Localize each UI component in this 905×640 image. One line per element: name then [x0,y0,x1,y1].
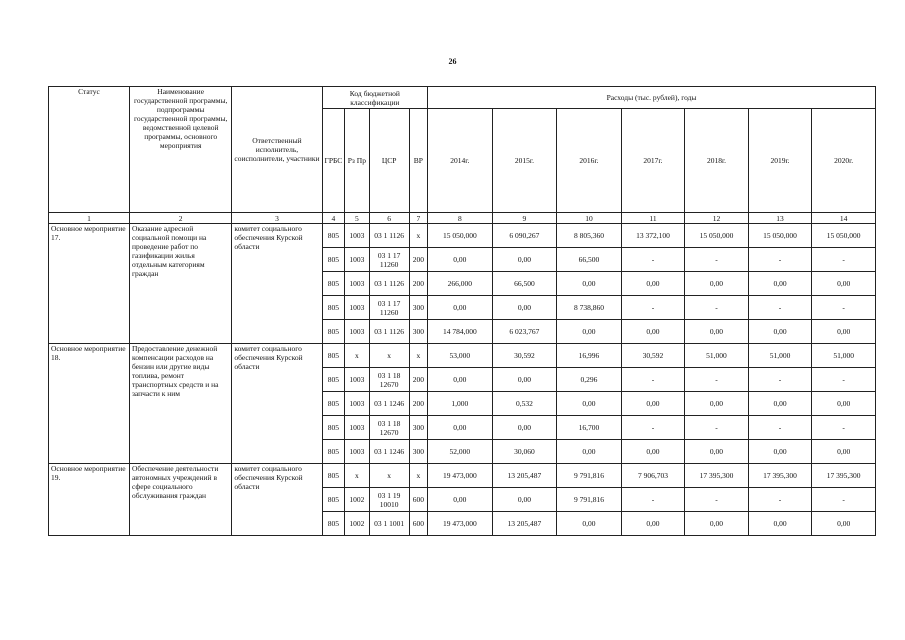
cell-csr: 03 1 17 11260 [369,248,409,272]
cell-vr: 300 [409,296,427,320]
cell-value: 30,592 [492,344,557,368]
cell-csr: 03 1 17 11260 [369,296,409,320]
cell-vr: 300 [409,440,427,464]
column-number: 5 [345,213,370,224]
column-number: 14 [812,213,876,224]
cell-value: 0,00 [621,272,685,296]
cell-value: 0,00 [492,248,557,272]
table-row [49,344,876,368]
cell-value: 0,00 [428,296,493,320]
cell-value: 0,00 [492,368,557,392]
cell-vr: 200 [409,272,427,296]
cell-value: 0,00 [748,512,812,536]
column-number-row [49,213,876,224]
cell-grbs: 805 [322,488,345,512]
cell-value: 0,00 [428,368,493,392]
cell-value: 0,00 [621,392,685,416]
column-number: 1 [49,213,130,224]
cell-value: 66,500 [492,272,557,296]
column-number: 8 [428,213,493,224]
cell-csr: 03 1 1246 [369,440,409,464]
cell-value: 15 050,000 [748,224,812,248]
cell-grbs: 805 [322,416,345,440]
cell-vr: 200 [409,392,427,416]
cell-value: 51,000 [685,344,749,368]
cell-csr: 03 1 1001 [369,512,409,536]
cell-grbs: 805 [322,464,345,488]
cell-vr: 300 [409,416,427,440]
column-number: 2 [129,213,231,224]
cell-vr: x [409,224,427,248]
header-vr: ВР [409,109,427,213]
cell-value: 0,00 [685,320,749,344]
cell-value: 0,00 [428,488,493,512]
cell-csr: x [369,344,409,368]
table-row [49,224,876,248]
cell-value: 0,00 [685,440,749,464]
cell-vr: x [409,344,427,368]
cell-value: 0,00 [812,440,876,464]
column-number: 9 [492,213,557,224]
cell-value: 13 372,100 [621,224,685,248]
cell-grbs: 805 [322,272,345,296]
cell-value: - [748,416,812,440]
row-executor: комитет социального обеспечения Курской области [232,464,322,536]
header-expenses: Расходы (тыс. рублей), годы [428,87,876,109]
cell-rzpr: 1003 [345,224,370,248]
cell-value: - [685,368,749,392]
cell-grbs: 805 [322,344,345,368]
header-name: Наименование государственной программы, подпрограммы государственной программы, ведомственной целевой программы, основного мероприятия [129,87,231,213]
cell-value: 17 395,300 [748,464,812,488]
column-number: 10 [557,213,622,224]
cell-vr: 200 [409,248,427,272]
header-year: 2015г. [492,109,557,213]
column-number: 6 [369,213,409,224]
header-grbs: ГРБС [322,109,345,213]
cell-vr: 600 [409,488,427,512]
cell-value: 15 050,000 [812,224,876,248]
cell-value: - [812,416,876,440]
cell-value: - [812,296,876,320]
cell-value: - [812,488,876,512]
cell-vr: 300 [409,320,427,344]
cell-csr: 03 1 18 12670 [369,416,409,440]
cell-value: - [748,368,812,392]
cell-value: 0,00 [748,320,812,344]
cell-rzpr: x [345,464,370,488]
cell-rzpr: 1003 [345,320,370,344]
cell-value: 8 805,360 [557,224,622,248]
cell-value: 0,00 [621,440,685,464]
cell-value: 0,00 [685,272,749,296]
cell-vr: 200 [409,368,427,392]
cell-value: 0,00 [685,512,749,536]
cell-value: - [748,296,812,320]
cell-csr: 03 1 1126 [369,272,409,296]
cell-value: 17 395,300 [685,464,749,488]
cell-rzpr: 1003 [345,296,370,320]
cell-grbs: 805 [322,296,345,320]
cell-value: 0,00 [428,416,493,440]
cell-value: 52,000 [428,440,493,464]
cell-grbs: 805 [322,512,345,536]
column-number: 12 [685,213,749,224]
cell-value: 9 791,816 [557,464,622,488]
cell-rzpr: 1003 [345,272,370,296]
cell-value: 0,532 [492,392,557,416]
cell-value: 0,00 [812,512,876,536]
cell-value: 0,296 [557,368,622,392]
column-number: 11 [621,213,685,224]
cell-value: 1,000 [428,392,493,416]
header-budget-code: Код бюджетной классификации [322,87,428,109]
cell-value: 0,00 [812,392,876,416]
cell-value: 15 050,000 [685,224,749,248]
cell-value: 13 205,487 [492,512,557,536]
cell-csr: 03 1 1246 [369,392,409,416]
cell-value: 0,00 [428,248,493,272]
cell-value: - [685,416,749,440]
cell-csr: 03 1 18 12670 [369,368,409,392]
cell-value: - [685,488,749,512]
row-executor: комитет социального обеспечения Курской области [232,224,322,344]
cell-value: 13 205,487 [492,464,557,488]
header-csr: ЦСР [369,109,409,213]
cell-grbs: 805 [322,320,345,344]
cell-value: 0,00 [621,320,685,344]
cell-value: - [621,488,685,512]
row-status: Основное мероприятие 19. [49,464,130,536]
cell-value: - [621,416,685,440]
cell-value: 16,700 [557,416,622,440]
header-rzpr: Рз Пр [345,109,370,213]
cell-value: 30,060 [492,440,557,464]
row-executor: комитет социального обеспечения Курской области [232,344,322,464]
cell-value: - [812,368,876,392]
cell-rzpr: 1003 [345,248,370,272]
cell-grbs: 805 [322,248,345,272]
cell-value: 0,00 [492,488,557,512]
row-status: Основное мероприятие 18. [49,344,130,464]
budget-table [48,86,876,536]
cell-rzpr: 1003 [345,440,370,464]
column-number: 7 [409,213,427,224]
header-year: 2017г. [621,109,685,213]
cell-vr: 600 [409,512,427,536]
cell-rzpr: 1002 [345,488,370,512]
cell-value: 0,00 [748,392,812,416]
cell-value: 0,00 [748,272,812,296]
cell-value: - [812,248,876,272]
column-number: 4 [322,213,345,224]
budget-table-body [49,224,876,536]
cell-value: - [621,296,685,320]
cell-value: 16,996 [557,344,622,368]
cell-value: 30,592 [621,344,685,368]
header-status: Статус [49,87,130,213]
cell-value: 19 473,000 [428,464,493,488]
column-number: 13 [748,213,812,224]
row-name: Предоставление денежной компенсации расходов на бензин или другие виды топлива, ремонт транспортных средств и на запчасти к ним [129,344,231,464]
cell-value: - [748,248,812,272]
table-row [49,464,876,488]
cell-value: 66,500 [557,248,622,272]
cell-value: - [685,248,749,272]
cell-value: 0,00 [812,320,876,344]
cell-value: 17 395,300 [812,464,876,488]
cell-grbs: 805 [322,392,345,416]
cell-value: 15 050,000 [428,224,493,248]
cell-rzpr: x [345,344,370,368]
cell-value: 0,00 [492,416,557,440]
cell-value: 53,000 [428,344,493,368]
cell-value: 0,00 [557,512,622,536]
row-name: Оказание адресной социальной помощи на проведение работ по газификации жилья отдельным категориям граждан [129,224,231,344]
cell-value: 0,00 [492,296,557,320]
cell-value: 0,00 [557,392,622,416]
row-name: Обеспечение деятельности автономных учреждений в сфере социального обслуживания граждан [129,464,231,536]
cell-grbs: 805 [322,368,345,392]
cell-value: 0,00 [557,440,622,464]
header-year: 2020г. [812,109,876,213]
cell-value: 14 784,000 [428,320,493,344]
cell-value: 8 738,860 [557,296,622,320]
cell-value: 6 090,267 [492,224,557,248]
cell-value: 0,00 [685,392,749,416]
header-year: 2016г. [557,109,622,213]
header-executor: Ответственный исполнитель, соисполнители, участники [232,87,322,213]
cell-csr: 03 1 1126 [369,224,409,248]
cell-value: - [621,248,685,272]
cell-csr: x [369,464,409,488]
cell-rzpr: 1003 [345,392,370,416]
column-number: 3 [232,213,322,224]
cell-rzpr: 1003 [345,416,370,440]
cell-value: 7 906,703 [621,464,685,488]
cell-grbs: 805 [322,440,345,464]
cell-csr: 03 1 1126 [369,320,409,344]
cell-value: 0,00 [557,320,622,344]
cell-value: 9 791,816 [557,488,622,512]
cell-value: - [748,488,812,512]
cell-value: 6 023,767 [492,320,557,344]
cell-csr: 03 1 19 10010 [369,488,409,512]
cell-value: - [621,368,685,392]
cell-value: 0,00 [621,512,685,536]
header-year: 2014г. [428,109,493,213]
cell-grbs: 805 [322,224,345,248]
cell-vr: x [409,464,427,488]
cell-value: 0,00 [812,272,876,296]
header-year: 2018г. [685,109,749,213]
page-number: 26 [448,57,457,66]
cell-value: 19 473,000 [428,512,493,536]
cell-value: 266,000 [428,272,493,296]
header-year: 2019г. [748,109,812,213]
cell-value: - [685,296,749,320]
cell-value: 51,000 [748,344,812,368]
cell-value: 0,00 [557,272,622,296]
cell-value: 0,00 [748,440,812,464]
cell-rzpr: 1002 [345,512,370,536]
cell-rzpr: 1003 [345,368,370,392]
cell-value: 51,000 [812,344,876,368]
row-status: Основное мероприятие 17. [49,224,130,344]
